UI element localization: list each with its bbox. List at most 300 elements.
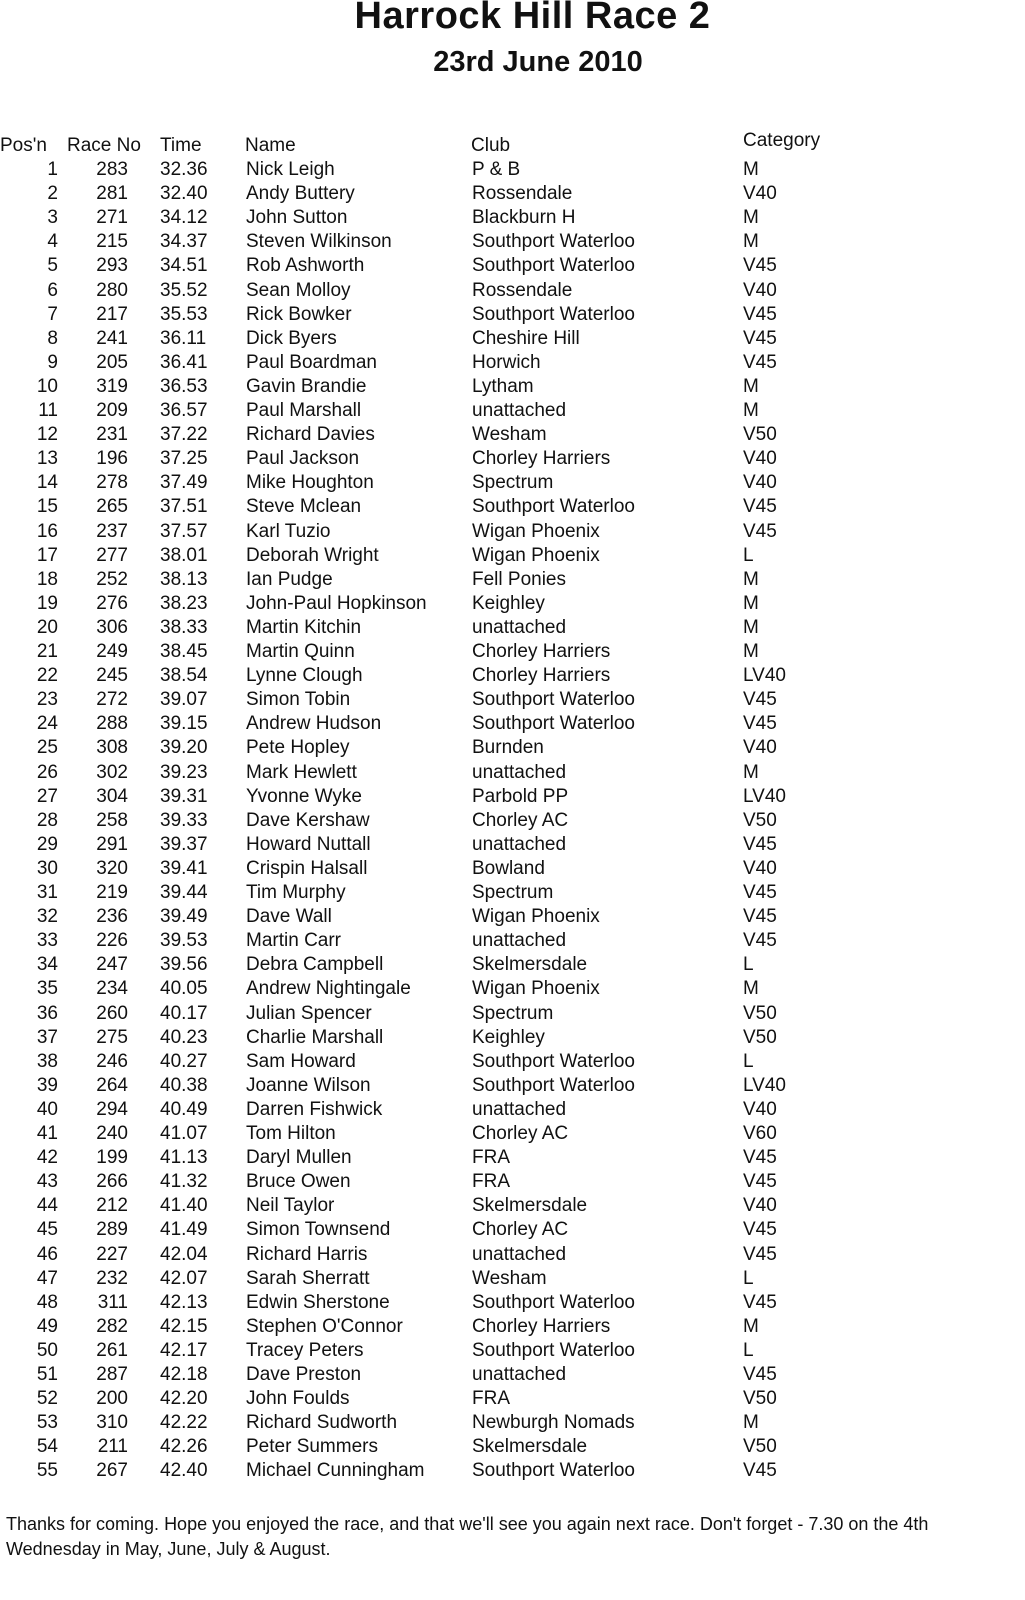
table-row (0, 1122, 1025, 1146)
club-cell: FRA (472, 1171, 510, 1193)
runner-name-cell: Daryl Mullen (246, 1147, 352, 1169)
time-cell: 36.53 (160, 375, 208, 397)
table-row (0, 423, 1025, 447)
runner-name-cell: Paul Marshall (246, 400, 362, 421)
runner-name-cell: Charlie Marshall (246, 1026, 384, 1048)
category-cell: V40 (743, 472, 777, 494)
category-cell: V40 (743, 857, 777, 879)
table-row (0, 1459, 1025, 1483)
category-cell: V50 (743, 1436, 777, 1458)
table-row (0, 881, 1025, 905)
header-race-number: Race No (67, 135, 141, 156)
time-cell: 40.05 (160, 978, 208, 1000)
time-cell: 40.38 (160, 1074, 208, 1096)
runner-name-cell: Sarah Sherratt (246, 1267, 370, 1289)
category-cell: V45 (743, 833, 777, 855)
time-cell: 39.07 (160, 689, 208, 711)
position-cell: 53 (36, 1412, 58, 1434)
runner-name-cell: Richard Harris (246, 1243, 368, 1265)
table-row (0, 1435, 1025, 1459)
position-cell: 11 (38, 400, 58, 421)
club-cell: Newburgh Nomads (472, 1412, 635, 1434)
table-row (0, 761, 1025, 785)
time-cell: 38.13 (160, 568, 208, 590)
race-number-cell: 236 (96, 906, 128, 928)
club-cell: Skelmersdale (472, 954, 588, 976)
club-cell: Southport Waterloo (472, 1074, 635, 1096)
table-row (0, 616, 1025, 640)
time-cell: 39.33 (160, 809, 208, 831)
category-cell: V40 (743, 1098, 777, 1120)
time-cell: 42.04 (160, 1243, 208, 1265)
header-time: Time (160, 135, 202, 156)
time-cell: 42.22 (160, 1412, 208, 1434)
race-number-cell: 260 (96, 1002, 128, 1024)
race-number-cell: 227 (96, 1243, 128, 1265)
runner-name-cell: Simon Tobin (246, 689, 351, 711)
race-number-cell: 245 (96, 665, 128, 687)
category-cell: L (743, 1050, 754, 1072)
position-cell: 51 (36, 1364, 58, 1385)
club-cell: unattached (472, 616, 567, 638)
race-number-cell: 275 (96, 1026, 128, 1048)
position-cell: 45 (36, 1219, 58, 1241)
table-row (0, 1098, 1025, 1122)
table-row (0, 447, 1025, 471)
table-row (0, 375, 1025, 399)
club-cell: unattached (472, 833, 567, 855)
club-cell: FRA (472, 1388, 510, 1410)
time-cell: 38.33 (160, 616, 208, 638)
time-cell: 36.41 (160, 351, 208, 373)
category-cell: V45 (743, 520, 777, 542)
runner-name-cell: Deborah Wright (246, 544, 379, 566)
position-cell: 1 (47, 159, 58, 180)
table-row (0, 664, 1025, 688)
category-cell: L (743, 954, 754, 976)
time-cell: 36.11 (160, 327, 207, 349)
runner-name-cell: Martin Quinn (246, 641, 355, 662)
category-cell: M (743, 616, 759, 638)
race-number-cell: 291 (96, 833, 128, 855)
position-cell: 49 (36, 1315, 58, 1337)
club-cell: unattached (472, 1243, 567, 1265)
category-cell: V45 (743, 930, 777, 952)
table-row (0, 905, 1025, 929)
category-cell: M (743, 231, 759, 253)
race-number-cell: 219 (96, 882, 128, 903)
time-cell: 34.12 (160, 207, 208, 229)
table-row (0, 495, 1025, 519)
time-cell: 37.25 (160, 448, 208, 470)
table-row (0, 977, 1025, 1001)
time-cell: 39.37 (160, 833, 208, 855)
time-cell: 39.41 (160, 857, 208, 879)
time-cell: 38.54 (160, 665, 208, 687)
race-number-cell: 294 (96, 1098, 128, 1120)
time-cell: 38.45 (160, 641, 208, 662)
category-cell: V45 (743, 351, 777, 373)
category-cell: V50 (743, 1002, 777, 1024)
runner-name-cell: John Sutton (246, 207, 348, 229)
club-cell: Southport Waterloo (472, 496, 635, 518)
category-cell: V45 (743, 1219, 777, 1241)
race-number-cell: 247 (96, 954, 128, 976)
runner-name-cell: Lynne Clough (246, 665, 363, 687)
position-cell: 26 (36, 761, 58, 783)
race-number-cell: 310 (96, 1412, 128, 1434)
category-cell: L (743, 544, 754, 566)
time-cell: 32.40 (160, 183, 208, 205)
position-cell: 38 (36, 1050, 58, 1072)
time-cell: 41.13 (160, 1147, 208, 1169)
club-cell: unattached (472, 400, 567, 421)
table-row (0, 568, 1025, 592)
club-cell: Parbold PP (472, 785, 569, 807)
race-number-cell: 293 (96, 255, 128, 277)
runner-name-cell: Andrew Hudson (246, 713, 382, 735)
category-cell: M (743, 159, 759, 180)
category-cell: V40 (743, 279, 777, 301)
table-row (0, 640, 1025, 664)
runner-name-cell: Tom Hilton (246, 1123, 336, 1144)
runner-name-cell: Howard Nuttall (246, 833, 371, 855)
time-cell: 37.51 (160, 496, 208, 518)
runner-name-cell: John-Paul Hopkinson (246, 592, 427, 614)
table-row (0, 1339, 1025, 1363)
runner-name-cell: Richard Sudworth (246, 1412, 398, 1434)
runner-name-cell: Neil Taylor (246, 1195, 335, 1217)
position-cell: 17 (36, 544, 58, 566)
runner-name-cell: Simon Townsend (246, 1219, 391, 1241)
table-row (0, 1026, 1025, 1050)
time-cell: 37.57 (160, 520, 208, 542)
race-number-cell: 283 (96, 159, 128, 180)
table-row (0, 158, 1025, 182)
table-row (0, 351, 1025, 375)
position-cell: 34 (36, 954, 58, 976)
table-row (0, 279, 1025, 303)
table-row (0, 1243, 1025, 1267)
category-cell: V45 (743, 1147, 777, 1169)
race-number-cell: 234 (96, 978, 128, 1000)
position-cell: 20 (36, 616, 58, 638)
time-cell: 40.23 (160, 1026, 208, 1048)
runner-name-cell: Dick Byers (246, 327, 337, 349)
table-row (0, 1146, 1025, 1170)
race-number-cell: 241 (96, 327, 128, 349)
club-cell: Rossendale (472, 183, 573, 205)
race-number-cell: 237 (96, 520, 128, 542)
table-row (0, 1050, 1025, 1074)
time-cell: 42.17 (160, 1339, 208, 1361)
category-cell: V45 (743, 255, 777, 277)
position-cell: 23 (36, 689, 58, 711)
club-cell: Spectrum (472, 472, 554, 494)
position-cell: 33 (36, 930, 58, 952)
category-cell: M (743, 568, 759, 590)
category-cell: V45 (743, 906, 777, 928)
category-cell: V45 (743, 1243, 777, 1265)
time-cell: 40.17 (160, 1002, 208, 1024)
time-cell: 35.52 (160, 279, 208, 301)
time-cell: 42.40 (160, 1460, 208, 1482)
race-number-cell: 289 (96, 1219, 128, 1241)
header-category: Category (743, 130, 821, 151)
race-number-cell: 265 (96, 496, 128, 518)
race-number-cell: 211 (97, 1436, 128, 1458)
runner-name-cell: Steve Mclean (246, 496, 362, 518)
time-cell: 38.23 (160, 592, 208, 614)
position-cell: 19 (36, 592, 58, 614)
category-cell: V40 (743, 1195, 777, 1217)
time-cell: 39.49 (160, 906, 208, 928)
table-row (0, 857, 1025, 881)
position-cell: 7 (47, 303, 58, 325)
category-cell: M (743, 761, 759, 783)
category-cell: V50 (743, 1026, 777, 1048)
runner-name-cell: Steven Wilkinson (246, 231, 392, 253)
position-cell: 31 (36, 882, 58, 903)
position-cell: 35 (36, 978, 58, 1000)
race-number-cell: 226 (96, 930, 128, 952)
race-number-cell: 277 (96, 544, 128, 566)
race-number-cell: 209 (96, 400, 128, 421)
runner-name-cell: Julian Spencer (246, 1002, 372, 1024)
position-cell: 44 (36, 1195, 58, 1217)
club-cell: Rossendale (472, 279, 573, 301)
position-cell: 22 (36, 665, 58, 687)
position-cell: 5 (47, 255, 58, 277)
runner-name-cell: Debra Campbell (246, 954, 384, 976)
race-number-cell: 304 (96, 785, 128, 807)
race-number-cell: 282 (96, 1315, 128, 1337)
column-headers (0, 130, 1025, 158)
race-number-cell: 320 (96, 857, 128, 879)
footer-note: Thanks for coming. Hope you enjoyed the race, and that we'll see you again next race. Don't forget - 7.30 on the 4th Wednesday in May, June, July & August. (6, 1514, 929, 1559)
position-cell: 47 (36, 1267, 58, 1289)
time-cell: 35.53 (160, 303, 208, 325)
club-cell: Chorley AC (472, 809, 569, 831)
runner-name-cell: Pete Hopley (246, 737, 350, 759)
category-cell: V45 (743, 689, 777, 711)
table-row (0, 327, 1025, 351)
position-cell: 6 (47, 279, 58, 301)
position-cell: 40 (36, 1098, 58, 1120)
club-cell: Chorley Harriers (472, 448, 611, 470)
position-cell: 14 (36, 472, 58, 494)
time-cell: 39.44 (160, 882, 208, 903)
runner-name-cell: Dave Wall (246, 906, 332, 928)
table-row (0, 809, 1025, 833)
table-row (0, 1267, 1025, 1291)
club-cell: Southport Waterloo (472, 1339, 635, 1361)
runner-name-cell: Richard Davies (246, 424, 375, 446)
position-cell: 42 (36, 1147, 58, 1169)
club-cell: unattached (472, 1098, 567, 1120)
position-cell: 2 (47, 183, 58, 205)
club-cell: Bowland (472, 857, 545, 879)
club-cell: Chorley Harriers (472, 1315, 611, 1337)
time-cell: 39.53 (160, 930, 208, 952)
category-cell: V45 (743, 496, 777, 518)
position-cell: 50 (36, 1339, 58, 1361)
time-cell: 42.07 (160, 1267, 208, 1289)
club-cell: Southport Waterloo (472, 1050, 635, 1072)
race-number-cell: 288 (96, 713, 128, 735)
table-row (0, 929, 1025, 953)
table-row (0, 833, 1025, 857)
position-cell: 13 (36, 448, 58, 470)
category-cell: M (743, 1412, 759, 1434)
category-cell: V40 (743, 737, 777, 759)
table-row (0, 520, 1025, 544)
table-row (0, 1387, 1025, 1411)
time-cell: 34.51 (160, 255, 208, 277)
position-cell: 43 (36, 1171, 58, 1193)
table-row (0, 712, 1025, 736)
category-cell: V45 (743, 1171, 777, 1193)
table-row (0, 182, 1025, 206)
table-row (0, 785, 1025, 809)
race-number-cell: 264 (96, 1074, 128, 1096)
club-cell: unattached (472, 1364, 567, 1385)
runner-name-cell: Nick Leigh (246, 159, 335, 180)
position-cell: 10 (36, 375, 58, 397)
race-number-cell: 281 (96, 183, 128, 205)
race-date: 23rd June 2010 (433, 46, 643, 78)
header-club: Club (471, 135, 511, 156)
runner-name-cell: Ian Pudge (246, 568, 333, 590)
time-cell: 39.15 (160, 713, 208, 735)
category-cell: LV40 (743, 1074, 786, 1096)
time-cell: 42.20 (160, 1388, 208, 1410)
table-row (0, 1315, 1025, 1339)
race-number-cell: 231 (96, 424, 128, 446)
header-name: Name (245, 135, 296, 156)
table-row (0, 1170, 1025, 1194)
club-cell: Skelmersdale (472, 1195, 588, 1217)
runner-name-cell: Andrew Nightingale (246, 978, 411, 1000)
race-number-cell: 306 (96, 616, 128, 638)
table-row (0, 1411, 1025, 1435)
position-cell: 37 (36, 1026, 58, 1048)
time-cell: 39.31 (160, 785, 208, 807)
table-row (0, 1218, 1025, 1242)
position-cell: 36 (36, 1002, 58, 1024)
position-cell: 24 (36, 713, 58, 735)
time-cell: 39.56 (160, 954, 208, 976)
runner-name-cell: Stephen O'Connor (246, 1315, 403, 1337)
runner-name-cell: Edwin Sherstone (246, 1291, 390, 1313)
race-number-cell: 252 (96, 568, 128, 590)
club-cell: Wesham (472, 424, 547, 446)
position-cell: 25 (36, 737, 58, 759)
category-cell: LV40 (743, 665, 786, 687)
category-cell: M (743, 400, 759, 421)
time-cell: 42.13 (160, 1291, 208, 1313)
category-cell: M (743, 1315, 759, 1337)
position-cell: 9 (47, 351, 58, 373)
runner-name-cell: Dave Preston (246, 1364, 362, 1385)
position-cell: 12 (36, 424, 58, 446)
race-number-cell: 240 (96, 1123, 128, 1144)
club-cell: Spectrum (472, 882, 554, 903)
runner-name-cell: Dave Kershaw (246, 809, 370, 831)
table-row (0, 230, 1025, 254)
runner-name-cell: Sam Howard (246, 1050, 356, 1072)
table-row (0, 1291, 1025, 1315)
category-cell: V40 (743, 448, 777, 470)
time-cell: 42.15 (160, 1315, 208, 1337)
position-cell: 39 (36, 1074, 58, 1096)
club-cell: FRA (472, 1147, 510, 1169)
time-cell: 39.23 (160, 761, 208, 783)
position-cell: 29 (36, 833, 58, 855)
time-cell: 32.36 (160, 159, 208, 180)
club-cell: Skelmersdale (472, 1436, 588, 1458)
table-row (0, 688, 1025, 712)
runner-name-cell: Rick Bowker (246, 303, 352, 325)
table-row (0, 736, 1025, 760)
race-number-cell: 319 (96, 375, 128, 397)
position-cell: 4 (47, 231, 58, 253)
category-cell: V40 (743, 183, 777, 205)
club-cell: Chorley AC (472, 1219, 569, 1241)
club-cell: Southport Waterloo (472, 231, 635, 253)
position-cell: 18 (36, 568, 58, 590)
table-row (0, 206, 1025, 230)
club-cell: Burnden (472, 737, 544, 759)
race-number-cell: 205 (96, 351, 128, 373)
runner-name-cell: Mike Houghton (246, 472, 374, 494)
category-cell: LV40 (743, 785, 786, 807)
race-number-cell: 287 (96, 1364, 128, 1385)
runner-name-cell: Darren Fishwick (246, 1098, 383, 1120)
category-cell: V45 (743, 303, 777, 325)
position-cell: 54 (36, 1436, 58, 1458)
category-cell: V45 (743, 327, 777, 349)
position-cell: 27 (36, 785, 58, 807)
position-cell: 21 (36, 641, 58, 662)
category-cell: V45 (743, 882, 777, 903)
time-cell: 37.22 (160, 424, 208, 446)
race-number-cell: 246 (96, 1050, 128, 1072)
page-title: Harrock Hill Race 2 (354, 0, 711, 37)
club-cell: P & B (472, 159, 521, 180)
position-cell: 52 (36, 1388, 58, 1410)
race-number-cell: 276 (96, 592, 128, 614)
time-cell: 39.20 (160, 737, 208, 759)
race-number-cell: 267 (96, 1460, 128, 1482)
category-cell: M (743, 641, 759, 662)
race-number-cell: 232 (96, 1267, 128, 1289)
time-cell: 37.49 (160, 472, 208, 494)
race-number-cell: 196 (96, 448, 128, 470)
race-number-cell: 272 (96, 689, 128, 711)
time-cell: 36.57 (160, 400, 208, 421)
time-cell: 42.18 (160, 1364, 208, 1385)
table-row (0, 399, 1025, 423)
runner-name-cell: Crispin Halsall (246, 857, 368, 879)
runner-name-cell: Karl Tuzio (246, 520, 331, 542)
table-row (0, 303, 1025, 327)
club-cell: Southport Waterloo (472, 689, 635, 711)
club-cell: Chorley Harriers (472, 665, 611, 687)
club-cell: Southport Waterloo (472, 255, 635, 277)
position-cell: 15 (36, 496, 58, 518)
position-cell: 28 (36, 809, 58, 831)
